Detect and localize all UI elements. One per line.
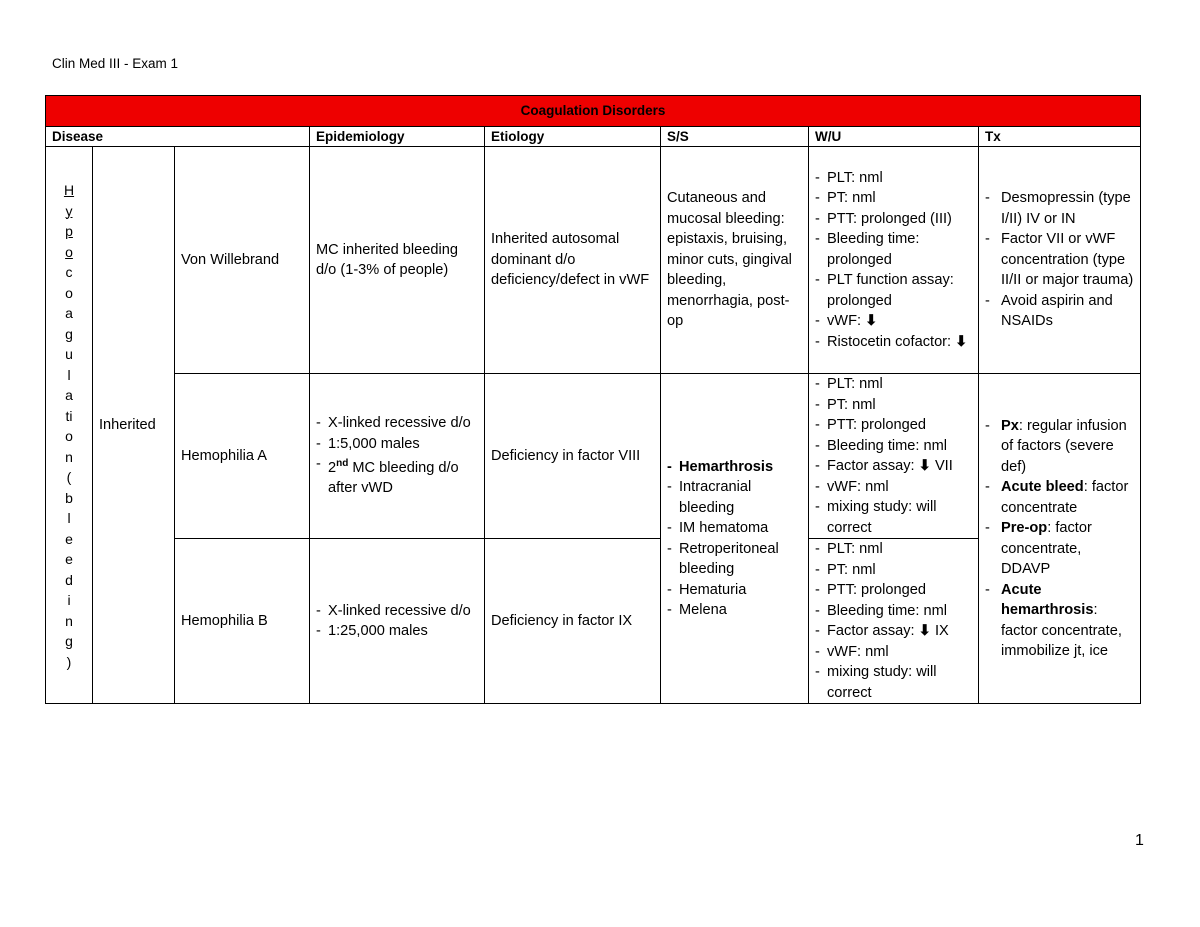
list-item: - Acute hemarthrosis: factor concentrate, immobilize jt, ice xyxy=(985,580,1134,662)
list-item: - mixing study: will correct xyxy=(815,662,972,703)
list-item: - vWF: nml xyxy=(815,642,972,663)
list-item: - 1:5,000 males xyxy=(316,434,478,455)
vertical-letter: n xyxy=(65,612,73,629)
list-item: - Bleeding time: nml xyxy=(815,601,972,622)
list-item: - Intracranial bleeding xyxy=(667,477,802,518)
list-item: - Desmopressin (type I/II) IV or IN xyxy=(985,188,1134,229)
table-row xyxy=(46,539,1141,704)
etiology-cell: Deficiency in factor VIII xyxy=(485,374,661,539)
epidemiology-cell xyxy=(310,539,485,704)
subgroup-inherited: Inherited xyxy=(93,147,175,704)
vertical-letter: i xyxy=(67,592,71,608)
vertical-letter: l xyxy=(67,510,71,526)
page-number: 1 xyxy=(1135,832,1144,849)
vertical-letter: u xyxy=(65,346,73,362)
epidemiology-cell xyxy=(310,374,485,539)
list-item: - Factor VII or vWF concentration (type II/II or major trauma) xyxy=(985,229,1134,291)
list-item: - PTT: prolonged xyxy=(815,415,972,436)
list-item: - PLT: nml xyxy=(815,539,972,560)
tx-cell-hemophilia xyxy=(979,374,1141,704)
column-header-row xyxy=(46,127,1141,147)
vertical-letter: ti xyxy=(65,407,73,424)
wu-cell xyxy=(809,147,979,374)
list-item: - 1:25,000 males xyxy=(316,621,478,642)
down-arrow-icon: ⬇ xyxy=(955,333,968,350)
list-item: - 2nd MC bleeding d/o after vWD xyxy=(316,454,478,499)
wu-cell xyxy=(809,539,979,704)
col-header-tx: Tx xyxy=(979,127,1141,147)
vertical-letter: b xyxy=(65,489,73,506)
list-item: - Px: regular infusion of factors (severe def) xyxy=(985,416,1134,478)
list-item: - Retroperitoneal bleeding xyxy=(667,539,802,580)
list-item: - X-linked recessive d/o xyxy=(316,413,478,434)
vertical-letter: y xyxy=(65,202,73,219)
page-header: Clin Med III - Exam 1 xyxy=(52,56,179,71)
vertical-letter: c xyxy=(65,264,73,280)
vertical-letter: H xyxy=(63,182,75,198)
list-item: - Avoid aspirin and NSAIDs xyxy=(985,291,1134,332)
list-item: - Pre-op: factor concentrate, DDAVP xyxy=(985,518,1134,580)
vertical-letter: ( xyxy=(66,469,72,485)
col-header-etiology: Etiology xyxy=(485,127,661,147)
list-item: - Hemarthrosis xyxy=(667,457,802,478)
tx-cell xyxy=(979,147,1141,374)
list-item: - PTT: prolonged (III) xyxy=(815,209,972,230)
vertical-letter: o xyxy=(65,243,73,260)
table-row xyxy=(46,147,1141,374)
vertical-letter: o xyxy=(65,428,73,444)
vertical-letter: ) xyxy=(66,653,72,670)
vertical-letter: l xyxy=(67,366,71,383)
vertical-letter: o xyxy=(65,284,73,301)
ss-cell: Cutaneous and mucosal bleeding: epistaxis, bruising, minor cuts, gingival bleeding, menorrhagia, post-op xyxy=(661,147,809,374)
list-item: - Factor assay: ⬇ VII xyxy=(815,456,972,477)
wu-cell xyxy=(809,374,979,539)
epidemiology-cell: MC inherited bleeding d/o (1-3% of people) xyxy=(310,147,485,374)
etiology-cell: Inherited autosomal dominant d/o deficiency/defect in vWF xyxy=(485,147,661,374)
list-item: - Factor assay: ⬇ IX xyxy=(815,621,972,642)
table-row xyxy=(46,374,1141,539)
list-item: - Acute bleed: factor concentrate xyxy=(985,477,1134,518)
group-label-vertical xyxy=(46,147,93,704)
list-item: - PT: nml xyxy=(815,560,972,581)
down-arrow-icon: ⬇ xyxy=(918,623,931,639)
col-header-wu: W/U xyxy=(809,127,979,147)
col-header-epidemiology: Epidemiology xyxy=(310,127,485,147)
list-item: - Bleeding time: nml xyxy=(815,436,972,457)
list-item: - PTT: prolonged xyxy=(815,580,972,601)
vertical-letter: e xyxy=(65,530,73,547)
col-header-ss: S/S xyxy=(661,127,809,147)
vertical-letter: n xyxy=(65,448,73,465)
list-item: - Hematuria xyxy=(667,580,802,601)
vertical-letter: g xyxy=(65,633,73,649)
list-item: - Bleeding time: prolonged xyxy=(815,229,972,270)
ss-cell-hemophilia xyxy=(661,374,809,704)
table-title: Coagulation Disorders xyxy=(46,96,1141,127)
list-item: - vWF: nml xyxy=(815,477,972,498)
vertical-letter: a xyxy=(65,305,73,321)
down-arrow-icon: ⬇ xyxy=(865,313,878,330)
vertical-letter: a xyxy=(65,387,73,403)
disease-name: Hemophilia A xyxy=(175,374,310,539)
list-item: - Melena xyxy=(667,600,802,621)
col-header-disease: Disease xyxy=(46,127,310,147)
list-item: - PLT: nml xyxy=(815,168,972,189)
list-item: - X-linked recessive d/o xyxy=(316,601,478,622)
etiology-cell: Deficiency in factor IX xyxy=(485,539,661,704)
vertical-letter: d xyxy=(65,571,73,588)
vertical-letter: p xyxy=(65,223,73,239)
list-item: - Ristocetin cofactor: ⬇ xyxy=(815,332,972,353)
list-item: - IM hematoma xyxy=(667,518,802,539)
coagulation-disorders-table xyxy=(45,95,1141,704)
disease-name: Hemophilia B xyxy=(175,539,310,704)
disease-name: Von Willebrand xyxy=(175,147,310,374)
list-item: - PT: nml xyxy=(815,188,972,209)
vertical-letter: e xyxy=(65,551,73,567)
down-arrow-icon: ⬇ xyxy=(918,458,931,474)
list-item: - vWF: ⬇ xyxy=(815,311,972,332)
list-item: - PT: nml xyxy=(815,395,972,416)
list-item: - PLT function assay: prolonged xyxy=(815,270,972,311)
list-item: - PLT: nml xyxy=(815,374,972,395)
vertical-letter: g xyxy=(65,325,73,342)
list-item: - mixing study: will correct xyxy=(815,497,972,538)
